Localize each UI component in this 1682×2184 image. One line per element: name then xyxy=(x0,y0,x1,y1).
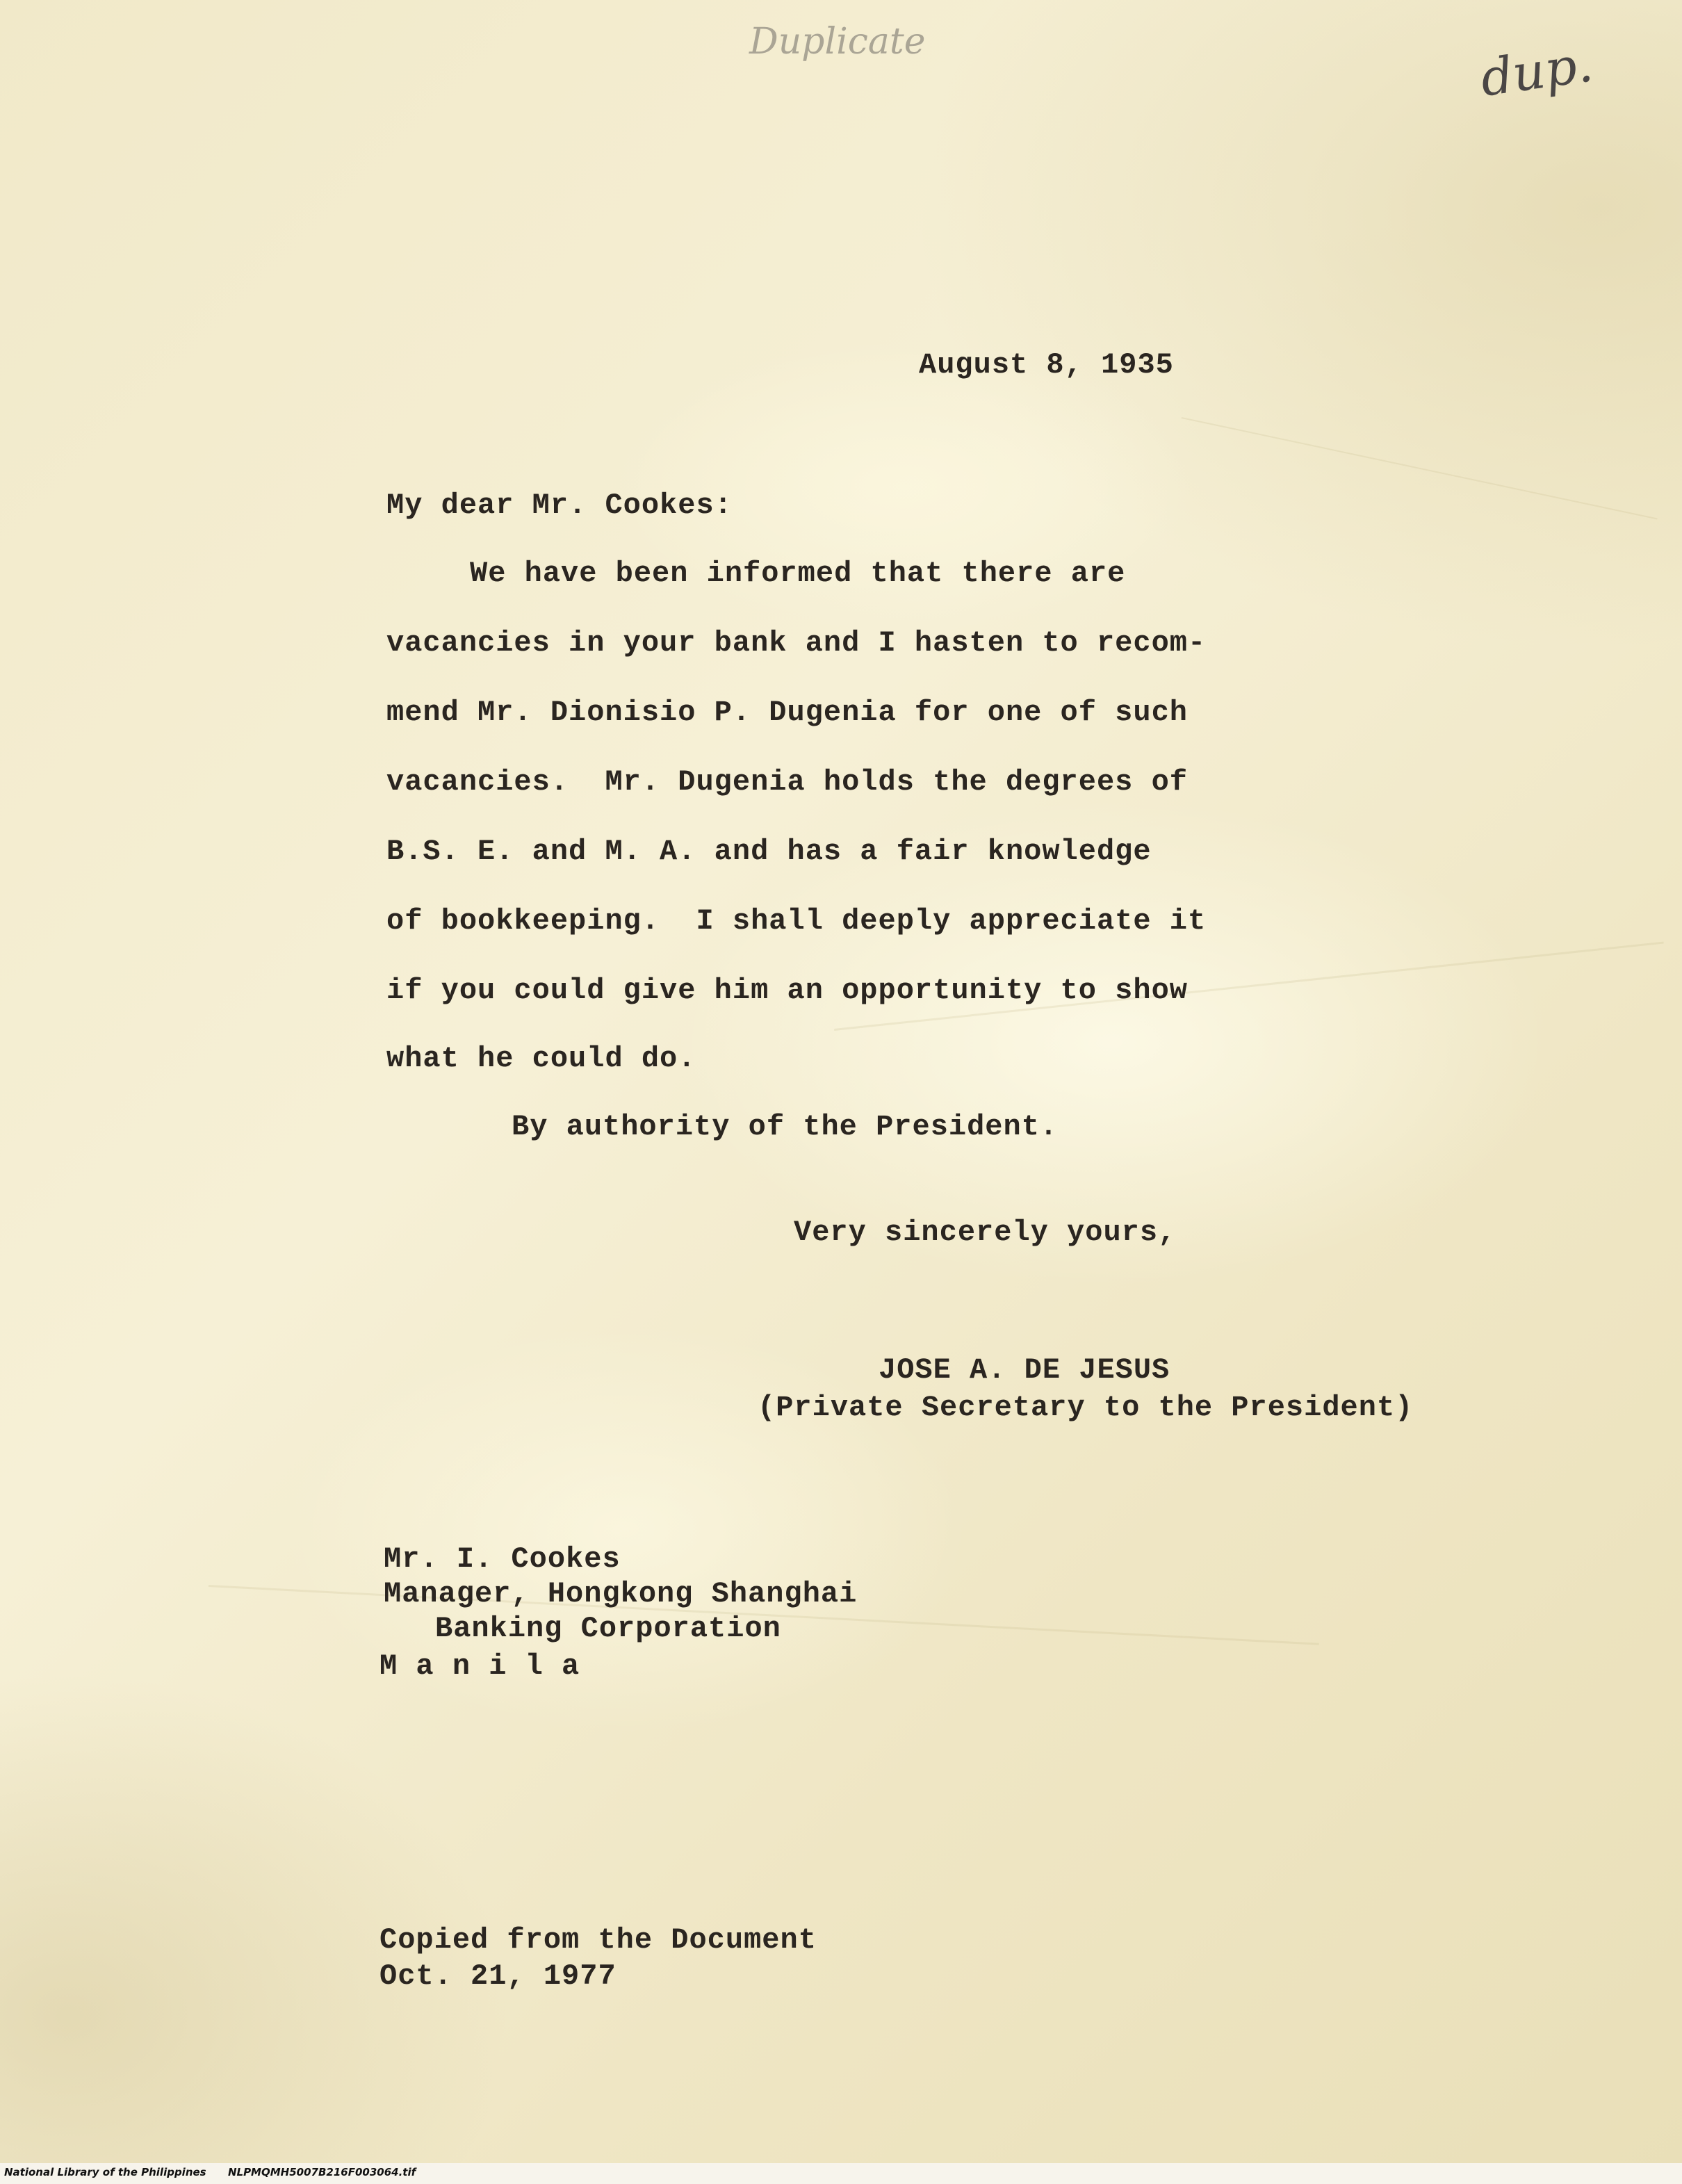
copy-note-line2: Oct. 21, 1977 xyxy=(379,1959,617,1993)
body-line: if you could give him an opportunity to show xyxy=(386,974,1188,1007)
body-line: vacancies. Mr. Dugenia holds the degrees of xyxy=(386,765,1188,799)
recipient-name: Mr. I. Cookes xyxy=(384,1542,621,1576)
closing: Very sincerely yours, xyxy=(794,1216,1177,1249)
footer-file-id: NLPMQMH5007B216F003064.tif xyxy=(227,2166,416,2178)
signatory-title: (Private Secretary to the President) xyxy=(758,1391,1414,1424)
copy-note-line1: Copied from the Document xyxy=(379,1923,817,1957)
recipient-position: Manager, Hongkong Shanghai xyxy=(384,1577,858,1611)
letter-date: August 8, 1935 xyxy=(919,348,1174,382)
salutation: My dear Mr. Cookes: xyxy=(386,489,733,522)
pencil-annotation: Duplicate xyxy=(749,21,926,63)
paper-crease xyxy=(1182,417,1658,519)
scan-footer-text xyxy=(4,2166,416,2178)
body-line: B.S. E. and M. A. and has a fair knowledge xyxy=(386,835,1152,868)
recipient-organization: Banking Corporation xyxy=(435,1612,781,1645)
handwritten-annotation: dup. xyxy=(1476,34,1597,108)
body-line: of bookkeeping. I shall deeply appreciate it xyxy=(386,904,1207,938)
signatory-name: JOSE A. DE JESUS xyxy=(879,1353,1170,1387)
recipient-city: M a n i l a xyxy=(379,1649,580,1683)
body-line: vacancies in your bank and I hasten to recom- xyxy=(386,626,1207,660)
body-line: We have been informed that there are xyxy=(470,557,1126,590)
authority-line: By authority of the President. xyxy=(512,1110,1059,1143)
body-line: mend Mr. Dionisio P. Dugenia for one of such xyxy=(386,696,1188,729)
body-line: what he could do. xyxy=(386,1042,696,1075)
footer-institution: National Library of the Philippines xyxy=(4,2166,206,2178)
